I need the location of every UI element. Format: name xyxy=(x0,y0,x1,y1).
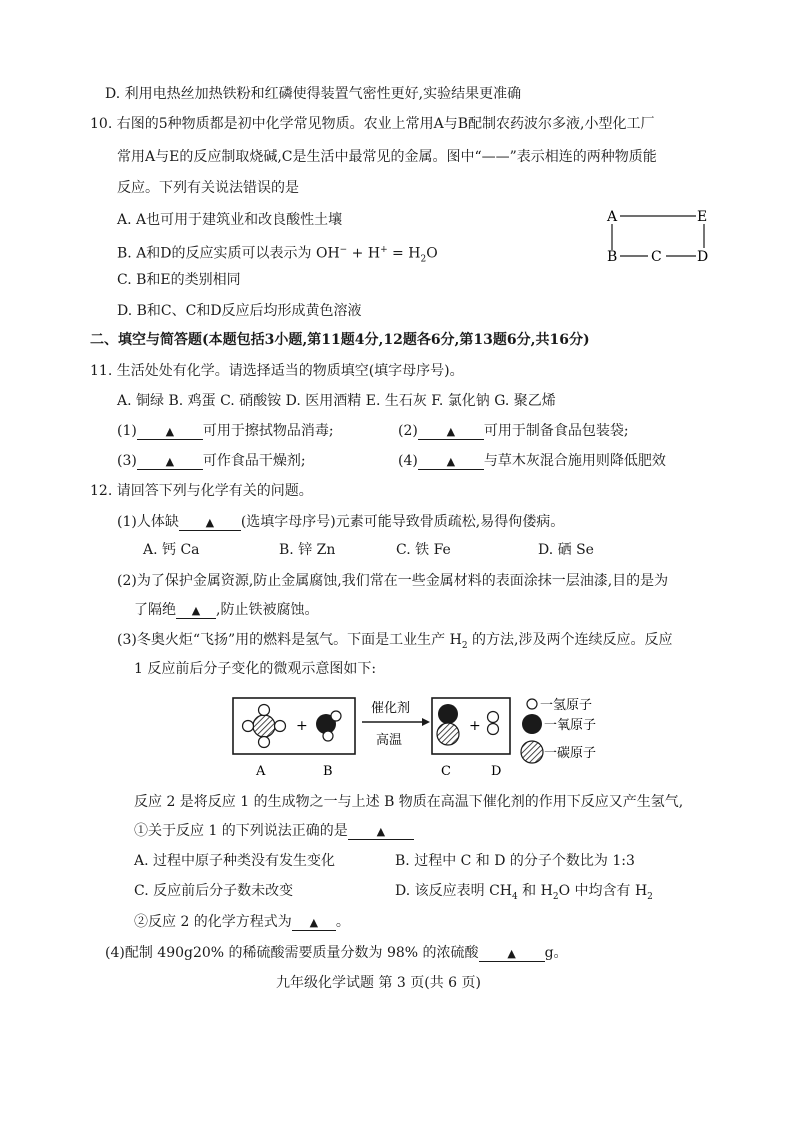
hydrogen-atom xyxy=(488,724,499,735)
condition-label: 高温 xyxy=(376,733,403,748)
plus-sign: + xyxy=(296,718,308,734)
q11-blank-4: (4) ▲ 与草木灰混合施用则降低肥效 xyxy=(398,453,666,469)
node-c: C xyxy=(651,249,662,265)
q11-options: A. 铜绿 B. 鸡蛋 C. 硝酸铵 D. 医用酒精 E. 生石灰 F. 氯化钠 G. 聚乙烯 xyxy=(117,393,556,409)
q12-sub1-option-c: C. 反应前后分子数未改变 xyxy=(134,883,294,899)
legend-hydrogen: 一氢原子 xyxy=(540,698,593,713)
node-b: B xyxy=(607,249,618,265)
carbon-atom xyxy=(437,723,459,745)
label-c: C xyxy=(441,764,451,779)
q12-part1-option-c: C. 铁 Fe xyxy=(396,542,451,558)
node-e: E xyxy=(697,209,708,225)
catalyst-label: 催化剂 xyxy=(371,701,411,716)
arrow-head-icon xyxy=(422,718,430,726)
node-d: D xyxy=(697,249,709,265)
q10-relation-diagram xyxy=(600,204,725,266)
q12-reaction2-text: 反应 2 是将反应 1 的生成物之一与上述 B 物质在高温下催化剂的作用下反应又产生氢气, xyxy=(134,794,684,810)
oxygen-atom xyxy=(438,704,458,724)
q12-stem: 12. 请回答下列与化学有关的问题。 xyxy=(90,483,313,499)
hydrogen-atom xyxy=(243,721,254,732)
answer-mark: ▲ xyxy=(376,825,386,838)
legend-oxygen-icon xyxy=(522,714,542,734)
label-a: A xyxy=(256,764,266,779)
q10-option-d: D. B和C、C和D反应后均形成黄色溶液 xyxy=(117,303,362,319)
q12-part1-option-d: D. 硒 Se xyxy=(538,542,594,558)
q12-sub1-option-b: B. 过程中 C 和 D 的分子个数比为 1:3 xyxy=(395,853,635,869)
q12-sub1-option-d: D. 该反应表明 $CH_4$ 和 $H_2O$ 中均含有 $H_2$ xyxy=(395,883,653,902)
q12-part2-line2: 了隔绝 ▲ ,防止铁被腐蚀。 xyxy=(134,602,319,618)
hydrogen-atom xyxy=(331,711,341,721)
answer-mark: ▲ xyxy=(165,425,175,438)
answer-mark: ▲ xyxy=(446,455,456,468)
hydrogen-atom xyxy=(259,737,270,748)
legend-oxygen: 一氧原子 xyxy=(544,718,597,733)
section2-title: 二、填空与简答题(本题包括3小题,第11题4分,12题各6分,第13题6分,共16分) xyxy=(90,332,590,348)
plus-sign: + xyxy=(469,718,481,734)
q10-stem-line2: 常用A与E的反应制取烧碱,C是生活中最常见的金属。图中“——”表示相连的两种物质能 xyxy=(117,149,657,165)
q12-part1-option-a: A. 钙 Ca xyxy=(143,542,200,558)
answer-mark: ▲ xyxy=(446,425,456,438)
q12-sub1-option-a: A. 过程中原子种类没有发生变化 xyxy=(134,853,336,869)
q10-option-b: B. A和D的反应实质可以表示为 $OH^- + H^+ = H_2O$ xyxy=(117,245,438,265)
label-b: B xyxy=(323,764,333,779)
q10-option-c: C. B和E的类别相同 xyxy=(117,272,241,288)
label-d: D xyxy=(491,764,502,779)
q11-blank-1: (1) ▲ 可用于擦拭物品消毒; xyxy=(117,423,334,439)
q12-part4: (4)配制 490g20% 的稀硫酸需要质量分数为 98% 的浓硫酸 ▲ g。 xyxy=(105,945,568,961)
q12-part3-line2: 1 反应前后分子变化的微观示意图如下: xyxy=(134,661,377,677)
q10-option-a: A. A也可用于建筑业和改良酸性土壤 xyxy=(117,212,343,228)
legend-carbon-icon xyxy=(521,741,543,763)
reaction-micro-diagram xyxy=(228,690,648,780)
q11-blank-2: (2) ▲ 可用于制备食品包装袋; xyxy=(398,423,629,439)
answer-mark: ▲ xyxy=(309,916,319,929)
q11-stem: 11. 生活处处有化学。请选择适当的物质填空(填字母序号)。 xyxy=(90,363,464,379)
q10-stem-line1: 10. 右图的5种物质都是初中化学常见物质。农业上常用A与B配制农药波尔多液,小型化工厂 xyxy=(90,116,655,132)
carbon-atom xyxy=(253,715,275,737)
hydrogen-atom xyxy=(259,705,270,716)
answer-mark: ▲ xyxy=(191,604,201,617)
q9-option-d: D. 利用电热丝加热铁粉和红磷使得装置气密性更好,实验结果更准确 xyxy=(105,86,522,102)
q12-part1-option-b: B. 锌 Zn xyxy=(279,542,336,558)
hydrogen-atom xyxy=(488,712,499,723)
node-a: A xyxy=(607,209,618,225)
hydrogen-atom xyxy=(323,731,333,741)
q12-sub1-stem: ①关于反应 1 的下列说法正确的是 ▲ xyxy=(134,821,414,841)
q12-part3-line1: (3)冬奥火炬“飞扬”用的燃料是氢气。下面是工业生产 $H_2$ 的方法,涉及两个连续反应。反应 xyxy=(117,632,673,651)
q12-sub2: ②反应 2 的化学方程式为 ▲ 。 xyxy=(134,914,350,930)
q11-blank-3: (3) ▲ 可作食品干燥剂; xyxy=(117,453,306,469)
hydrogen-atom xyxy=(275,721,286,732)
q10-stem-line3: 反应。下列有关说法错误的是 xyxy=(117,180,299,196)
q12-part1: (1)人体缺 ▲ (选填字母序号)元素可能导致骨质疏松,易得佝偻病。 xyxy=(117,514,565,530)
answer-mark: ▲ xyxy=(507,947,516,960)
legend-carbon: 一碳原子 xyxy=(544,746,597,761)
page-footer: 九年级化学试题 第 3 页(共 6 页) xyxy=(276,975,481,991)
answer-mark: ▲ xyxy=(205,516,215,529)
answer-mark: ▲ xyxy=(165,455,175,468)
legend-hydrogen-icon xyxy=(527,699,537,709)
q12-part2-line1: (2)为了保护金属资源,防止金属腐蚀,我们常在一些金属材料的表面涂抹一层油漆,目的是为 xyxy=(117,573,669,589)
